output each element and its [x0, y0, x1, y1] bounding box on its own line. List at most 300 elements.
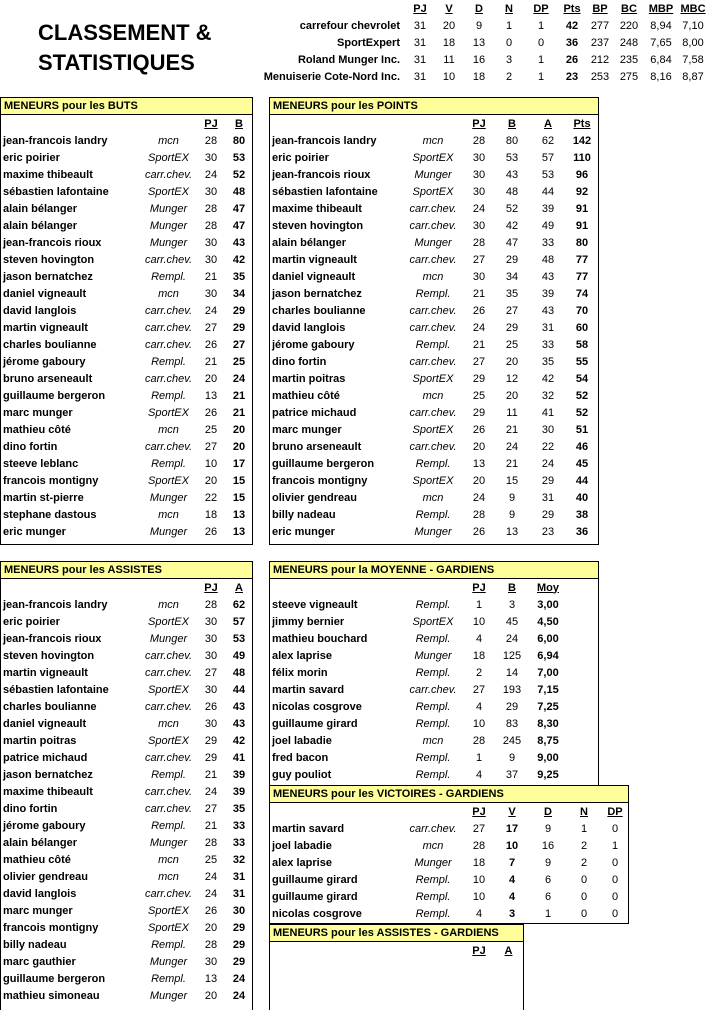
buts-row — [1, 149, 252, 166]
standings-cell: 20 — [442, 19, 456, 32]
stat-cell: 27 — [204, 802, 218, 815]
team-abbrev: mcn — [422, 270, 444, 283]
team-abbrev: Rempl. — [151, 938, 186, 951]
stat-cell: 4 — [475, 907, 483, 920]
stat-cell: 30 — [472, 270, 486, 283]
player-name: alain bélanger — [272, 236, 346, 249]
points-row — [270, 166, 598, 183]
stat-cell: 1 — [580, 822, 588, 835]
team-abbrev: carr.chev. — [144, 649, 193, 662]
standings-cell: 7,65 — [650, 36, 672, 49]
stat-cell: 47 — [232, 202, 246, 215]
standings-cell: 1 — [537, 70, 545, 83]
assistes-row — [1, 817, 252, 834]
standings-table — [254, 0, 708, 85]
team-abbrev: mcn — [158, 853, 179, 866]
team-abbrev: Rempl. — [415, 338, 451, 351]
stat-cell: 8,30 — [537, 717, 559, 730]
player-name: dino fortin — [272, 355, 327, 368]
points-row — [270, 489, 598, 506]
player-name: sébastien lafontaine — [3, 185, 109, 198]
points-row — [270, 336, 598, 353]
standings-row — [254, 17, 708, 34]
col-header: PJ — [204, 581, 218, 594]
stat-cell: 58 — [575, 338, 589, 351]
team-abbrev: carr.chev. — [409, 253, 457, 266]
standings-cell: 253 — [590, 70, 610, 83]
stat-cell: 3,00 — [537, 598, 559, 611]
standings-cell: 31 — [413, 19, 427, 32]
team-abbrev: SportEX — [148, 683, 189, 696]
buts-row — [1, 251, 252, 268]
moyenne-row — [270, 664, 598, 681]
victoires-row — [270, 871, 628, 888]
stat-cell: 53 — [541, 168, 555, 181]
team-abbrev: Rempl. — [415, 508, 451, 521]
assistes-panel-title: MENEURS pour les ASSISTES — [0, 561, 253, 579]
team-abbrev: Rempl. — [151, 819, 186, 832]
stat-cell: 45 — [575, 457, 589, 470]
standings-col-header: PJ — [413, 2, 427, 15]
stat-cell: 10 — [472, 615, 486, 628]
stat-cell: 9 — [508, 491, 516, 504]
col-header: PJ — [472, 581, 486, 594]
points-row — [270, 200, 598, 217]
buts-row — [1, 234, 252, 251]
team-abbrev: Munger — [414, 525, 452, 538]
standings-cell: 18 — [442, 36, 456, 49]
team-abbrev: carr.chev. — [409, 440, 457, 453]
player-name: jérome gaboury — [3, 819, 86, 832]
standings-cell: 7,58 — [682, 53, 704, 66]
player-name: guillaume girard — [272, 890, 358, 903]
victoires-row — [270, 854, 628, 871]
team-abbrev: carr.chev. — [144, 785, 193, 798]
stat-cell: 27 — [472, 355, 486, 368]
standings-col-header: MBC — [680, 2, 706, 15]
player-name: martin poitras — [3, 734, 77, 747]
buts-row — [1, 217, 252, 234]
stat-cell: 29 — [472, 372, 486, 385]
stat-cell: 17 — [232, 457, 246, 470]
team-abbrev: Rempl. — [151, 270, 186, 283]
player-name: sébastien lafontaine — [272, 185, 378, 198]
stat-cell: 24 — [472, 491, 486, 504]
player-name: dino fortin — [3, 802, 58, 815]
stat-cell: 48 — [505, 185, 519, 198]
stat-cell: 46 — [575, 440, 589, 453]
team-abbrev: Rempl. — [415, 598, 451, 611]
stat-cell: 33 — [232, 836, 246, 849]
player-name: eric munger — [272, 525, 335, 538]
stat-cell: 0 — [580, 890, 588, 903]
player-name: marc gauthier — [3, 955, 76, 968]
stat-cell: 10 — [204, 457, 218, 470]
player-name: billy nadeau — [272, 508, 336, 521]
stat-cell: 0 — [611, 907, 619, 920]
team-abbrev: SportEX — [148, 474, 189, 487]
stat-cell: 31 — [232, 870, 246, 883]
standings-cell: 18 — [472, 70, 486, 83]
player-name: eric poirier — [272, 151, 329, 164]
team-abbrev: SportEX — [412, 423, 454, 436]
points-row — [270, 268, 598, 285]
standings-col-header: DP — [533, 2, 549, 15]
stat-cell: 35 — [541, 355, 555, 368]
team-abbrev: Munger — [149, 989, 188, 1002]
player-name: mathieu côté — [3, 853, 71, 866]
stat-cell: 26 — [204, 338, 218, 351]
stat-cell: 28 — [472, 508, 486, 521]
team-abbrev: mcn — [158, 423, 179, 436]
stat-cell: 22 — [204, 491, 218, 504]
stat-cell: 38 — [575, 508, 589, 521]
assistes-row — [1, 953, 252, 970]
stat-cell: 9 — [508, 508, 516, 521]
stat-cell: 30 — [204, 632, 218, 645]
team-abbrev: mcn — [158, 508, 179, 521]
standings-cell: 9 — [475, 19, 483, 32]
stat-cell: 35 — [505, 287, 519, 300]
stat-cell: 32 — [541, 389, 555, 402]
assistes-row — [1, 647, 252, 664]
stat-cell: 53 — [232, 151, 246, 164]
moyenne-row — [270, 732, 598, 749]
stat-cell: 27 — [204, 321, 218, 334]
points-row — [270, 217, 598, 234]
stat-cell: 13 — [204, 972, 218, 985]
buts-row — [1, 302, 252, 319]
player-name: charles boulianne — [272, 304, 366, 317]
stat-cell: 48 — [232, 185, 246, 198]
stat-cell: 22 — [541, 440, 555, 453]
player-name: marc munger — [3, 406, 73, 419]
stat-cell: 52 — [505, 202, 519, 215]
player-name: mathieu simoneau — [3, 989, 100, 1002]
assistes-gardiens-panel-title: MENEURS pour les ASSISTES - GARDIENS — [269, 924, 524, 942]
stat-cell: 70 — [575, 304, 589, 317]
title-line-2: STATISTIQUES — [38, 50, 195, 75]
stat-cell: 9 — [544, 856, 552, 869]
team-abbrev: Rempl. — [415, 632, 451, 645]
player-name: mathieu bouchard — [272, 632, 368, 645]
assistes-row — [1, 732, 252, 749]
player-name: charles boulianne — [3, 338, 97, 351]
stat-cell: 9 — [544, 822, 552, 835]
player-name: patrice michaud — [272, 406, 357, 419]
points-row — [270, 319, 598, 336]
stat-cell: 1 — [475, 598, 483, 611]
player-name: olivier gendreau — [3, 870, 88, 883]
standings-cell: 6,84 — [650, 53, 672, 66]
team-abbrev: Rempl. — [415, 457, 451, 470]
standings-cell: 277 — [590, 19, 610, 32]
buts-row — [1, 268, 252, 285]
stat-cell: 29 — [232, 321, 246, 334]
player-name: billy nadeau — [3, 938, 67, 951]
player-name: charles boulianne — [3, 700, 97, 713]
standings-row — [254, 68, 708, 85]
player-name: patrice michaud — [3, 751, 88, 764]
col-header: A — [235, 581, 243, 594]
player-name: daniel vigneault — [272, 270, 356, 283]
team-name: Roland Munger Inc. — [297, 53, 400, 66]
buts-row — [1, 472, 252, 489]
player-name: alain bélanger — [3, 202, 77, 215]
standings-cell: 13 — [472, 36, 486, 49]
col-header: Moy — [537, 581, 559, 594]
standings-cell: 26 — [565, 53, 579, 66]
stat-cell: 0 — [611, 822, 619, 835]
stat-cell: 28 — [472, 134, 486, 147]
stat-cell: 30 — [204, 955, 218, 968]
standings-cell: 212 — [590, 53, 610, 66]
stat-cell: 9,25 — [537, 768, 559, 781]
buts-row — [1, 370, 252, 387]
buts-table — [1, 115, 252, 540]
stat-cell: 15 — [232, 474, 246, 487]
buts-header-row — [1, 115, 252, 132]
assistes-row — [1, 834, 252, 851]
stat-cell: 80 — [232, 134, 246, 147]
moyenne-row — [270, 681, 598, 698]
stat-cell: 34 — [505, 270, 519, 283]
standings-cell: 1 — [537, 53, 545, 66]
player-name: dino fortin — [3, 440, 58, 453]
moyenne-row — [270, 766, 598, 783]
standings-cell: 0 — [537, 36, 545, 49]
standings-cell: 2 — [505, 70, 513, 83]
player-name: francois montigny — [272, 474, 368, 487]
points-panel-title: MENEURS pour les POINTS — [269, 97, 599, 115]
stat-cell: 41 — [541, 406, 555, 419]
stat-cell: 26 — [204, 904, 218, 917]
stat-cell: 25 — [505, 338, 519, 351]
team-abbrev: carr.chev. — [144, 887, 193, 900]
team-abbrev: Rempl. — [415, 768, 451, 781]
title-line-1: CLASSEMENT & — [38, 20, 212, 45]
player-name: mathieu côté — [3, 423, 71, 436]
team-abbrev: Munger — [149, 202, 188, 215]
standings-cell: 8,94 — [650, 19, 672, 32]
team-abbrev: Rempl. — [151, 389, 186, 402]
points-row — [270, 421, 598, 438]
col-header: N — [580, 805, 588, 818]
stat-cell: 39 — [232, 785, 246, 798]
stat-cell: 80 — [575, 236, 589, 249]
team-abbrev: carr.chev. — [144, 666, 193, 679]
stat-cell: 27 — [472, 253, 486, 266]
player-name: guillaume bergeron — [3, 972, 106, 985]
player-name: david langlois — [3, 304, 77, 317]
stat-cell: 30 — [472, 151, 486, 164]
standings-col-header: D — [475, 2, 483, 15]
team-abbrev: SportEX — [412, 185, 454, 198]
buts-row — [1, 506, 252, 523]
stat-cell: 47 — [505, 236, 519, 249]
team-abbrev: mcn — [422, 389, 444, 402]
standings-row — [254, 51, 708, 68]
moyenne-row — [270, 613, 598, 630]
standings-cell: 3 — [505, 53, 513, 66]
player-name: jean-francois landry — [3, 134, 108, 147]
stat-cell: 74 — [575, 287, 589, 300]
stat-cell: 48 — [232, 666, 246, 679]
points-header-row — [270, 115, 598, 132]
team-abbrev: SportEX — [412, 151, 454, 164]
player-name: david langlois — [3, 887, 77, 900]
victoires-row — [270, 820, 628, 837]
points-row — [270, 438, 598, 455]
team-abbrev: SportEX — [148, 921, 189, 934]
player-name: nicolas cosgrove — [272, 907, 362, 920]
col-header: Pts — [573, 117, 591, 130]
stat-cell: 21 — [204, 270, 218, 283]
stat-cell: 26 — [472, 423, 486, 436]
points-row — [270, 132, 598, 149]
stat-cell: 31 — [232, 887, 246, 900]
player-name: bruno arseneault — [3, 372, 93, 385]
stat-cell: 10 — [505, 839, 519, 852]
stat-cell: 43 — [541, 270, 555, 283]
team-abbrev: Munger — [414, 856, 452, 869]
col-header: D — [544, 805, 552, 818]
team-abbrev: carr.chev. — [144, 338, 193, 351]
team-abbrev: carr.chev. — [144, 372, 193, 385]
stat-cell: 21 — [472, 338, 486, 351]
stat-cell: 24 — [204, 887, 218, 900]
stat-cell: 4 — [475, 768, 483, 781]
buts-leaders-panel — [0, 97, 253, 545]
player-name: mathieu côté — [272, 389, 340, 402]
stat-cell: 10 — [472, 890, 486, 903]
player-name: joel labadie — [272, 839, 332, 852]
standings-col-header: N — [505, 2, 513, 15]
team-abbrev: Rempl. — [415, 666, 451, 679]
col-header: B — [508, 117, 516, 130]
stat-cell: 77 — [575, 270, 589, 283]
victoires-header-row — [270, 803, 628, 820]
player-name: martin poitras — [272, 372, 346, 385]
points-row — [270, 370, 598, 387]
stat-cell: 25 — [232, 355, 246, 368]
stat-cell: 7,15 — [537, 683, 559, 696]
stat-cell: 6,00 — [537, 632, 559, 645]
player-name: jean-francois rioux — [3, 632, 102, 645]
team-abbrev: carr.chev. — [409, 355, 457, 368]
player-name: marc munger — [272, 423, 342, 436]
stat-cell: 24 — [232, 372, 246, 385]
team-abbrev: Rempl. — [151, 972, 186, 985]
stat-cell: 15 — [505, 474, 519, 487]
player-name: eric munger — [3, 525, 66, 538]
team-abbrev: carr.chev. — [144, 802, 193, 815]
team-abbrev: carr.chev. — [144, 253, 193, 266]
team-abbrev: Munger — [149, 525, 188, 538]
stat-cell: 142 — [572, 134, 592, 147]
stat-cell: 48 — [541, 253, 555, 266]
buts-row — [1, 183, 252, 200]
assistes-header-row — [1, 579, 252, 596]
assistes-row — [1, 715, 252, 732]
points-row — [270, 353, 598, 370]
player-name: maxime thibeault — [3, 785, 93, 798]
stat-cell: 26 — [472, 304, 486, 317]
stat-cell: 30 — [204, 717, 218, 730]
stat-cell: 80 — [505, 134, 519, 147]
standings-col-header: BC — [621, 2, 637, 15]
col-header: DP — [607, 805, 623, 818]
assistes-gardiens-panel — [269, 924, 524, 1010]
moyenne-table — [270, 579, 598, 783]
stat-cell: 3 — [508, 598, 516, 611]
stat-cell: 26 — [204, 525, 218, 538]
stat-cell: 6 — [544, 873, 552, 886]
stat-cell: 33 — [541, 338, 555, 351]
standings-cell: 0 — [505, 36, 513, 49]
stat-cell: 20 — [204, 372, 218, 385]
player-name: guillaume girard — [272, 717, 358, 730]
standings-cell: 8,16 — [650, 70, 672, 83]
team-abbrev: Munger — [149, 632, 188, 645]
stat-cell: 29 — [541, 508, 555, 521]
team-abbrev: mcn — [158, 134, 179, 147]
stat-cell: 36 — [575, 525, 589, 538]
stat-cell: 39 — [232, 768, 246, 781]
standings-row — [254, 34, 708, 51]
buts-row — [1, 387, 252, 404]
player-name: alain bélanger — [3, 836, 77, 849]
stat-cell: 21 — [232, 389, 246, 402]
stat-cell: 39 — [541, 287, 555, 300]
team-abbrev: mcn — [422, 734, 444, 747]
stat-cell: 53 — [232, 632, 246, 645]
team-abbrev: mcn — [158, 598, 179, 611]
assistes-row — [1, 902, 252, 919]
standings-cell: 16 — [472, 53, 486, 66]
stat-cell: 43 — [541, 304, 555, 317]
standings-cell: 8,00 — [682, 36, 704, 49]
stat-cell: 43 — [232, 717, 246, 730]
stat-cell: 21 — [204, 768, 218, 781]
team-name: SportExpert — [337, 36, 400, 49]
stat-cell: 43 — [232, 236, 246, 249]
player-name: martin vigneault — [3, 321, 88, 334]
stat-cell: 15 — [232, 491, 246, 504]
points-row — [270, 506, 598, 523]
player-name: eric poirier — [3, 151, 60, 164]
buts-row — [1, 285, 252, 302]
standings-cell: 1 — [505, 19, 513, 32]
stat-cell: 18 — [472, 649, 486, 662]
stat-cell: 41 — [232, 751, 246, 764]
assistes-table — [1, 579, 252, 1004]
standings-corner — [254, 0, 406, 17]
stat-cell: 30 — [204, 615, 218, 628]
buts-row — [1, 438, 252, 455]
player-name: david langlois — [272, 321, 346, 334]
stat-cell: 24 — [472, 321, 486, 334]
team-abbrev: mcn — [158, 870, 179, 883]
col-header: B — [508, 581, 516, 594]
stat-cell: 40 — [575, 491, 589, 504]
points-row — [270, 149, 598, 166]
player-name: maxime thibeault — [3, 168, 93, 181]
stat-cell: 17 — [505, 822, 519, 835]
points-row — [270, 472, 598, 489]
stat-cell: 13 — [204, 389, 218, 402]
team-abbrev: mcn — [422, 491, 444, 504]
